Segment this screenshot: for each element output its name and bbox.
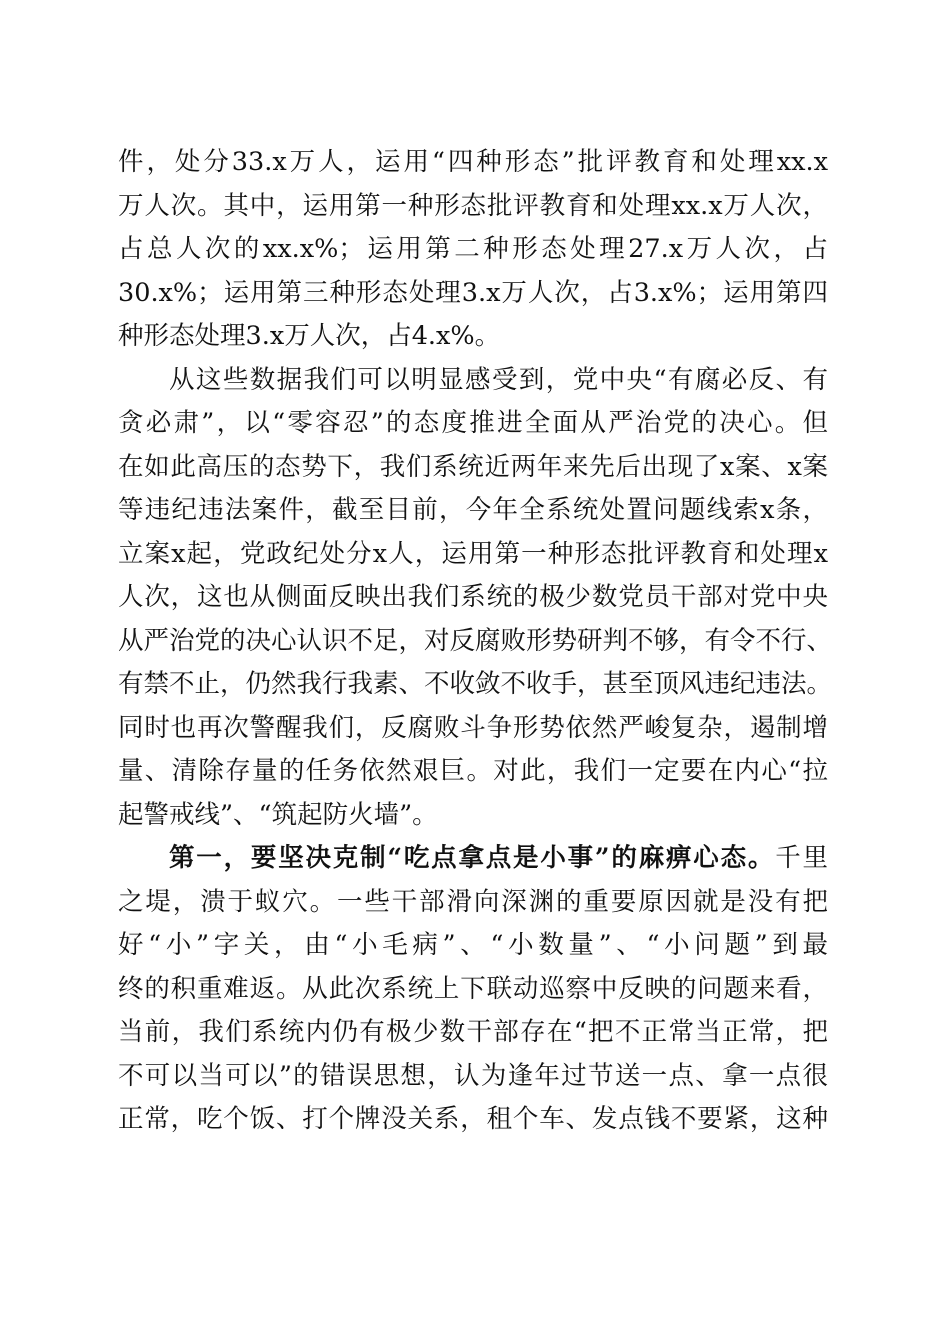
paragraph-1 xyxy=(118,141,828,359)
text-line: 当前，我们系统内仍有极少数干部存在“把不正常当正常，把 xyxy=(118,1017,828,1047)
text-line: 正常，吃个饭、打个牌没关系，租个车、发点钱不要紧，这种 xyxy=(118,1104,828,1134)
text-line: 量、清除存量的任务依然艰巨。对此，我们一定要在内心“拉 xyxy=(118,756,828,786)
text-line: 人次，这也从侧面反映出我们系统的极少数党员干部对党中央 xyxy=(118,582,828,612)
heading-line xyxy=(118,837,828,881)
text-line: 终的积重难返。从此次系统上下联动巡察中反映的问题来看， xyxy=(118,973,828,1004)
text-line: 贪必肃”，以“零容忍”的态度推进全面从严治党的决心。但 xyxy=(118,408,828,438)
text-line: 在如此高压的态势下，我们系统近两年来先后出现了x案、x案 xyxy=(118,451,828,482)
text-line: 万人次。其中，运用第一种形态批评教育和处理xx.x万人次， xyxy=(118,190,828,221)
text-line: 立案x起，党政纪处分x人，运用第一种形态批评教育和处理x xyxy=(118,538,828,569)
text-line: 有禁不止，仍然我行我素、不收敛不收手，甚至顶风违纪违法。 xyxy=(118,669,833,699)
text-line: 30.x%；运用第三种形态处理3.x万人次，占3.x%；运用第四 xyxy=(118,277,828,308)
document-page xyxy=(118,141,833,1142)
text-line: 占总人次的xx.x%；运用第二种形态处理27.x万人次，占 xyxy=(118,234,828,264)
paragraph-3 xyxy=(118,837,828,1142)
section-heading: 第一，要坚决克制“吃点拿点是小事”的麻痹心态。 xyxy=(169,843,776,873)
text-line: 从这些数据我们可以明显感受到，党中央“有腐必反、有 xyxy=(169,364,828,395)
paragraph-2 xyxy=(118,359,833,838)
heading-rest: 千里 xyxy=(775,843,828,873)
text-line: 好“小”字关，由“小毛病”、“小数量”、“小问题”到最 xyxy=(118,930,828,960)
text-line: 等违纪违法案件，截至目前，今年全系统处置问题线索x条， xyxy=(118,495,828,525)
text-line: 从严治党的决心认识不足，对反腐败形势研判不够，有令不行、 xyxy=(118,625,833,656)
text-line: 同时也再次警醒我们，反腐败斗争形势依然严峻复杂，遏制增 xyxy=(118,712,828,743)
text-line: 之堤，溃于蚁穴。一些干部滑向深渊的重要原因就是没有把 xyxy=(118,886,828,917)
text-line: 种形态处理3.x万人次，占4.x%。 xyxy=(118,321,501,351)
text-line: 件，处分33.x万人，运用“四种形态”批评教育和处理xx.x xyxy=(118,147,828,177)
text-line: 不可以当可以”的错误思想，认为逢年过节送一点、拿一点很 xyxy=(118,1060,828,1091)
text-line: 起警戒线”、“筑起防火墙”。 xyxy=(118,799,438,830)
